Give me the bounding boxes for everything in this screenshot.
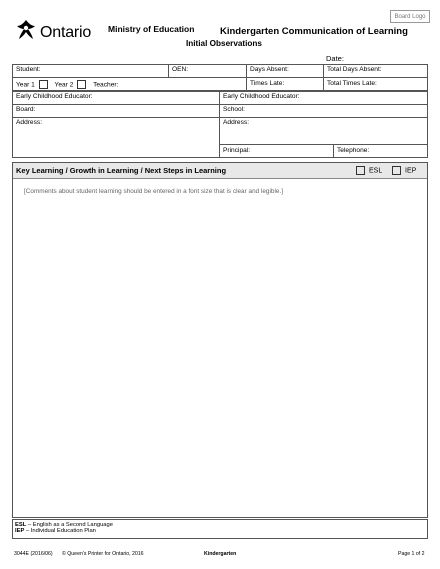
school-label: School: xyxy=(223,106,245,113)
year2-checkbox[interactable] xyxy=(77,80,86,89)
legend-iep-def: – Individual Education Plan xyxy=(24,528,96,534)
student-field[interactable] xyxy=(12,64,168,77)
total-days-absent-label: Total Days Absent: xyxy=(327,66,382,73)
legend-esl-abbr: ESL xyxy=(15,522,27,528)
days-absent-label: Days Absent: xyxy=(250,66,289,73)
form-code: 3044E (2016/06) xyxy=(14,551,53,557)
school-field[interactable] xyxy=(219,104,428,117)
telephone-field[interactable] xyxy=(333,144,428,158)
iep-checkbox[interactable] xyxy=(392,166,401,175)
esl-label: ESL xyxy=(369,167,383,175)
ece-left-label: Early Childhood Educator: xyxy=(16,93,93,100)
principal-label: Principal: xyxy=(223,147,251,154)
total-times-late-label: Total Times Late: xyxy=(327,80,377,87)
copyright-text: © Queen's Printer for Ontario, 2016 xyxy=(62,551,144,557)
footer-center-label: Kindergarten xyxy=(204,551,237,557)
address-right-label: Address: xyxy=(223,119,250,126)
comments-placeholder[interactable]: [Comments about student learning should be entered in a font size that is clear and legible.] xyxy=(24,188,283,195)
ece-right-label: Early Childhood Educator: xyxy=(223,93,300,100)
teacher-label: Teacher: xyxy=(93,81,119,89)
legend-esl-def: – English as a Second Language xyxy=(26,522,113,528)
oen-field[interactable] xyxy=(168,64,246,77)
oen-label: OEN: xyxy=(172,66,189,73)
date-label: Date: xyxy=(326,54,344,63)
learning-section xyxy=(12,162,428,518)
abbreviation-legend xyxy=(12,519,428,539)
page-number: Page 1 of 2 xyxy=(398,551,425,557)
iep-label: IEP xyxy=(405,167,417,175)
year1-label: Year 1 xyxy=(16,81,35,89)
times-late-field[interactable] xyxy=(246,77,323,91)
board-label: Board: xyxy=(16,106,36,113)
legend-iep-row xyxy=(15,528,425,534)
total-times-late-field[interactable] xyxy=(323,77,428,91)
principal-field[interactable] xyxy=(219,144,333,158)
document-title: Kindergarten Communication of Learning xyxy=(220,26,408,37)
ontario-trillium-logo-icon xyxy=(14,18,38,42)
telephone-label: Telephone: xyxy=(337,147,370,154)
days-absent-field[interactable] xyxy=(246,64,323,77)
legend-iep-abbr: IEP xyxy=(15,528,25,534)
board-field[interactable] xyxy=(12,104,219,117)
esl-checkbox[interactable] xyxy=(356,166,365,175)
address-left-field[interactable] xyxy=(12,117,219,158)
address-right-field[interactable] xyxy=(219,117,428,144)
board-logo-placeholder: Board Logo xyxy=(390,10,430,23)
esl-option[interactable] xyxy=(356,166,382,175)
year-teacher-row xyxy=(12,77,246,91)
ece-right-field[interactable] xyxy=(219,91,428,104)
ece-left-field[interactable] xyxy=(12,91,219,104)
iep-option[interactable] xyxy=(392,166,416,175)
year2-label: Year 2 xyxy=(54,81,74,89)
student-label: Student: xyxy=(16,66,41,73)
address-left-label: Address: xyxy=(16,119,43,126)
times-late-label: Times Late: xyxy=(250,80,285,87)
ministry-name: Ministry of Education xyxy=(108,24,195,34)
year1-checkbox[interactable] xyxy=(39,80,48,89)
total-days-absent-field[interactable] xyxy=(323,64,428,77)
ontario-logo-text: Ontario xyxy=(40,24,92,41)
learning-section-title: Key Learning / Growth in Learning / Next Steps in Learning xyxy=(16,166,227,175)
document-subtitle: Initial Observations xyxy=(186,39,262,48)
